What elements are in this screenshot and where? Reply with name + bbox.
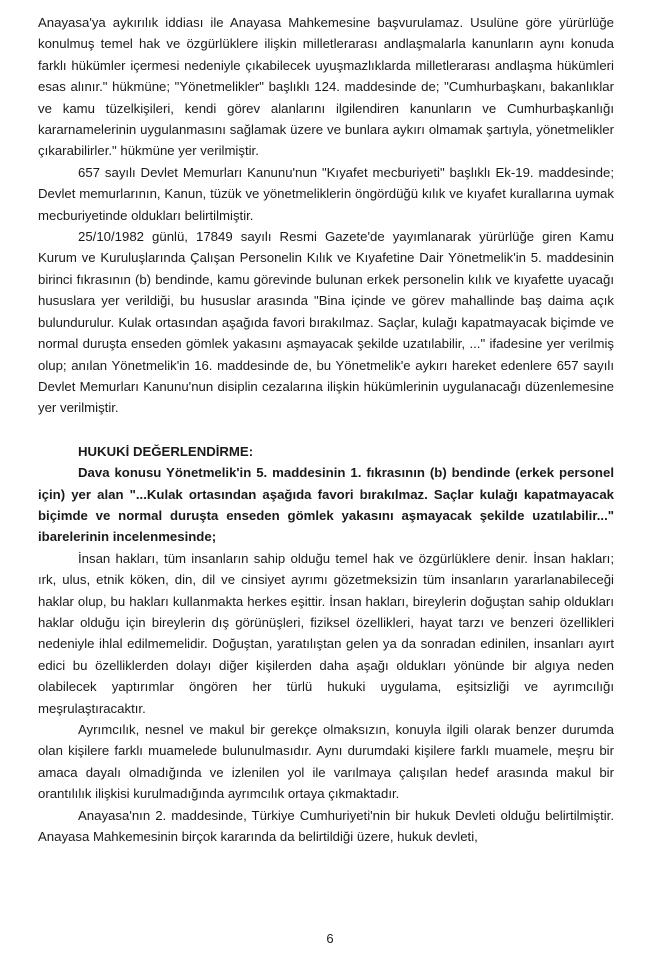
- document-body: [38, 12, 614, 847]
- paragraph-dress-code-regulation: 25/10/1982 günlü, 17849 sayılı Resmi Gazete'de yayımlanarak yürürlüğe giren Kamu Kurum ve Kuruluşlarında Çalışan Personelin Kılık ve Kıyafetine Dair Yönetmelik'in 5. maddesinin birinci fıkrasının (b) bendinde, kamu görevinde bulunan erkek personelin kılık ve kıyafette uyacağı hususlara yer verildiği, bu hususlar arasında "Bina içinde ve görev mahallinde baş daima açık bulundurulur. Kulak ortasından aşağıda favori bırakılmaz. Saçlar, kulağı kapatmayacak biçimde ve normal duruşta enseden gömlek yakasını aşmayacak şekilde uzatılabilir, ..." ifadesine yer verilmiş olup; anılan Yönetmelik'in 16. maddesinde de, bu Yönetmelik'e aykırı hareket edenlere 657 sayılı Devlet Memurları Kanunu'nun disiplin cezalarına ilişkin hükümlerinin uygulanacağı düzenlemesine yer verilmiştir.: [38, 229, 614, 416]
- page-number: 6: [326, 931, 334, 946]
- paragraph-subject-of-case: Dava konusu Yönetmelik'in 5. maddesinin 1. fıkrasının (b) bendinde (erkek personel için) yer alan "...Kulak ortasından aşağıda favori bırakılmaz. Saçlar kulağı kapatmayacak biçimde ve normal duruşta enseden gömlek yakasını aşmayacak şekilde uzatılabilir..." ibarelerinin incelenmesinde;: [38, 465, 614, 545]
- paragraph-constitution-article: Anayasa'ya aykırılık iddiası ile Anayasa Mahkemesine başvurulamaz. Usulüne göre yürürlüğe konulmuş temel hak ve özgürlüklere ilişkin milletlerarası andlaşmalarla kanunların aynı konuda farklı hükümler içermesi nedeniyle çıkabilecek uyuşmazlıklarda milletlerarası andlaşma hükümleri esas alınır." hükmüne; "Yönetmelikler" başlıklı 124. maddesinde de; "Cumhurbaşkanı, bakanlıklar ve kamu tüzelkişileri, kendi görev alanlarını ilgilendiren kanunların ve Cumhurbaşkanlığı kararnamelerinin uygulanmasını sağlamak üzere ve bunlara aykırı olmamak şartıyla, yönetmelikler çıkarabilirler." hükmüne yer verilmiştir.: [38, 15, 614, 159]
- section-spacer: [38, 419, 614, 441]
- paragraph-discrimination: Ayrımcılık, nesnel ve makul bir gerekçe olmaksızın, konuyla ilgili olarak benzer durumda olan kişilere farklı muamelede bulunulmasıdır. Aynı durumdaki kişilere farklı muamele, meşru bir amaca dayalı olmadığında ve izlenilen yol ile varılmaya çalışılan hedef arasında makul bir orantılılık ilişkisi kurulmadığında ayrımcılık ortaya çıkmaktadır.: [38, 722, 614, 802]
- paragraph-civil-servants-law: 657 sayılı Devlet Memurları Kanunu'nun "Kıyafet mecburiyeti" başlıklı Ek-19. maddesinde; Devlet memurlarının, Kanun, tüzük ve yönetmeliklerin öngördüğü kılık ve kıyafet kurallarına uymak mecburiyetinde oldukları belirtilmiştir.: [38, 164, 614, 223]
- section-heading: HUKUKİ DEĞERLENDİRME:: [78, 443, 254, 459]
- paragraph-rule-of-law: Anayasa'nın 2. maddesinde, Türkiye Cumhuriyeti'nin bir hukuk Devleti olduğu belirtilmiştir. Anayasa Mahkemesinin birçok kararında da belirtildiği üzere, hukuk devleti,: [38, 807, 614, 845]
- paragraph-human-rights: İnsan hakları, tüm insanların sahip olduğu temel hak ve özgürlüklere denir. İnsan hakları; ırk, ulus, etnik köken, din, dil ve cinsiyet ayrımı gözetmeksizin tüm insanların yararlanabileceği haklar olup, bu hakları kullanmakta herkes eşittir. İnsan hakları, bireylerin doğuştan sahip oldukları haklar olduğu için bireylerin dış görünüşleri, fiziksel özellikleri, hayat tarzı ve benzeri özellikleri nedeniyle ihlal edilmemelidir. Doğuştan, yaratılıştan gelen ya da sonradan edinilen, insanları ayırt edici bu özelliklerden dolayı diğer kişilerden daha aşağı oldukları yönünde bir algıya neden olabilecek yaptırımlar öngören her türlü hukuki uygulama, eşitsizliği ve ayrımcılığı meşrulaştıracaktır.: [38, 550, 614, 716]
